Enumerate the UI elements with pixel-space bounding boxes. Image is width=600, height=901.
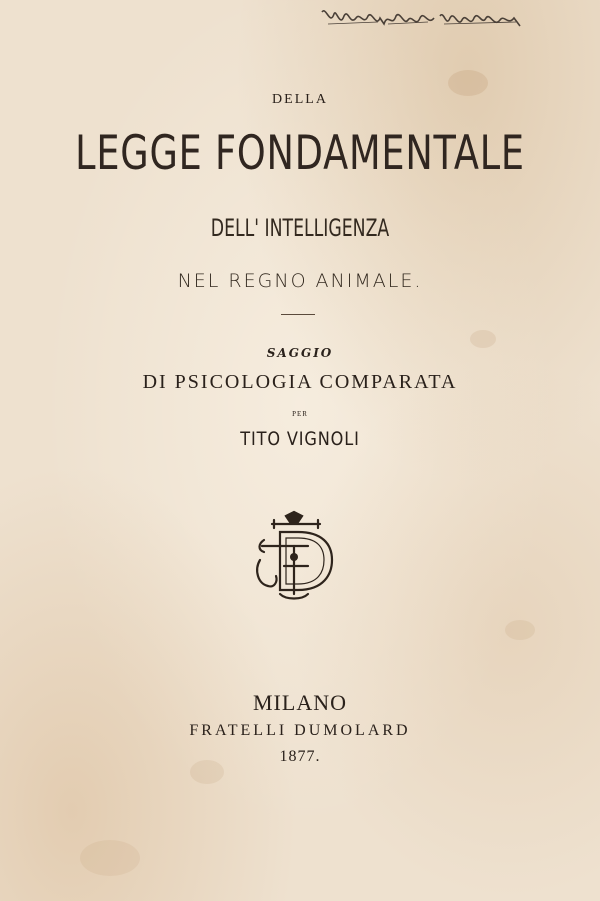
handwritten-signature	[318, 2, 528, 40]
byline-prefix: PER	[292, 410, 308, 418]
publication-city: MILANO	[253, 690, 347, 715]
book-subtitle-line-2: NEL REGNO ANIMALE.	[177, 270, 423, 292]
book-subtitle-line-3: DI PSICOLOGIA COMPARATA	[142, 371, 458, 393]
author-name: TITO VIGNOLI	[240, 428, 360, 450]
age-stain	[80, 840, 140, 876]
book-title: LEGGE FONDAMENTALE	[75, 126, 525, 181]
publisher-name: FRATELLI DUMOLARD	[189, 722, 411, 739]
age-stain	[505, 620, 535, 640]
publisher-monogram	[250, 510, 338, 602]
title-prefix: DELLA	[272, 92, 328, 107]
genre-label: SAGGIO	[266, 346, 334, 360]
publication-year: 1877.	[279, 748, 321, 765]
divider-rule	[281, 314, 315, 315]
book-subtitle-line-1: DELL' INTELLIGENZA	[210, 214, 390, 242]
